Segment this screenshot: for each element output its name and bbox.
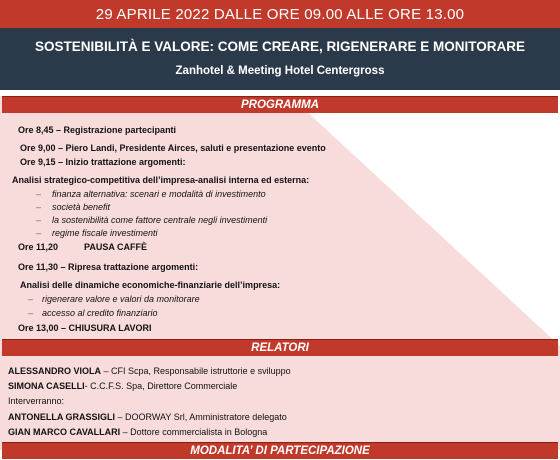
interverranno-label: Interverranno: (8, 396, 65, 406)
ripresa-line: Ore 11,30 – Ripresa trattazione argomenti: (18, 262, 199, 272)
bullet-dash-icon: – (28, 308, 34, 318)
analisi-bullet: la sostenibilità come fattore centrale negli investimenti (52, 215, 268, 225)
event-date-banner: 29 APRILE 2022 DALLE ORE 09.00 ALLE ORE 13.00 (0, 0, 560, 28)
relatore-name: ALESSANDRO VIOLA (8, 366, 102, 376)
relatore-name: SIMONA CASELLI (8, 381, 85, 391)
relatore-role: – DOORWAY Srl, Amministratore delegato (115, 412, 287, 422)
bullet-dash-icon: – (36, 215, 42, 225)
programma-item: Ore 8,45 – Registrazione partecipanti (18, 125, 177, 135)
pausa-label: PAUSA CAFFÈ (84, 242, 147, 252)
modalita-heading: MODALITA’ DI PARTECIPAZIONE (2, 442, 558, 459)
relatore-name: GIAN MARCO CAVALLARI (8, 427, 121, 437)
event-title: SOSTENIBILITÀ E VALORE: COME CREARE, RIGENERARE E MONITORARE (34, 39, 526, 54)
relatore-role: - C.C.F.S. Spa, Direttore Commerciale (84, 381, 238, 391)
analisi-bullet: società benefit (52, 202, 111, 212)
bullet-dash-icon: – (36, 189, 42, 199)
relatore-role: – Dottore commercialista in Bologna (120, 427, 268, 437)
analisi-heading: Analisi strategico-competitiva dell’impresa-analisi interna ed esterna: (12, 175, 310, 185)
chiusura-line: Ore 13,00 – CHIUSURA LAVORI (18, 323, 152, 333)
relatore-name: ANTONELLA GRASSIGLI (8, 412, 116, 422)
analisi-bullet: accesso al credito finanziario (42, 308, 158, 318)
relatore-entry (8, 427, 267, 438)
bullet-dash-icon: – (36, 228, 42, 238)
analisi-bullet: regime fiscale investimenti (52, 228, 158, 238)
bullet-dash-icon: – (28, 294, 34, 304)
event-venue: Zanhotel & Meeting Hotel Centergross (175, 65, 385, 77)
programma-item: Ore 9,15 – Inizio trattazione argomenti: (20, 157, 186, 167)
event-header (0, 28, 560, 90)
relatore-entry (8, 412, 287, 423)
analisi-heading: Analisi delle dinamiche economiche-finanziarie dell’impresa: (20, 280, 281, 290)
relatori-heading: RELATORI (2, 339, 558, 356)
pausa-time: Ore 11,20 (18, 242, 59, 252)
programma-heading: PROGRAMMA (2, 96, 558, 113)
programma-item: Ore 9,00 – Piero Landi, Presidente Airces, saluti e presentazione evento (20, 143, 326, 153)
relatore-entry (8, 366, 291, 377)
analisi-bullet: finanza alternativa: scenari e modalità di investimento (52, 189, 266, 199)
analisi-bullet: rigenerare valore e valori da monitorare (42, 294, 200, 304)
relatore-entry (8, 381, 237, 392)
bullet-dash-icon: – (36, 202, 42, 212)
relatore-role: – CFI Scpa, Responsabile istruttorie e sviluppo (101, 366, 291, 376)
